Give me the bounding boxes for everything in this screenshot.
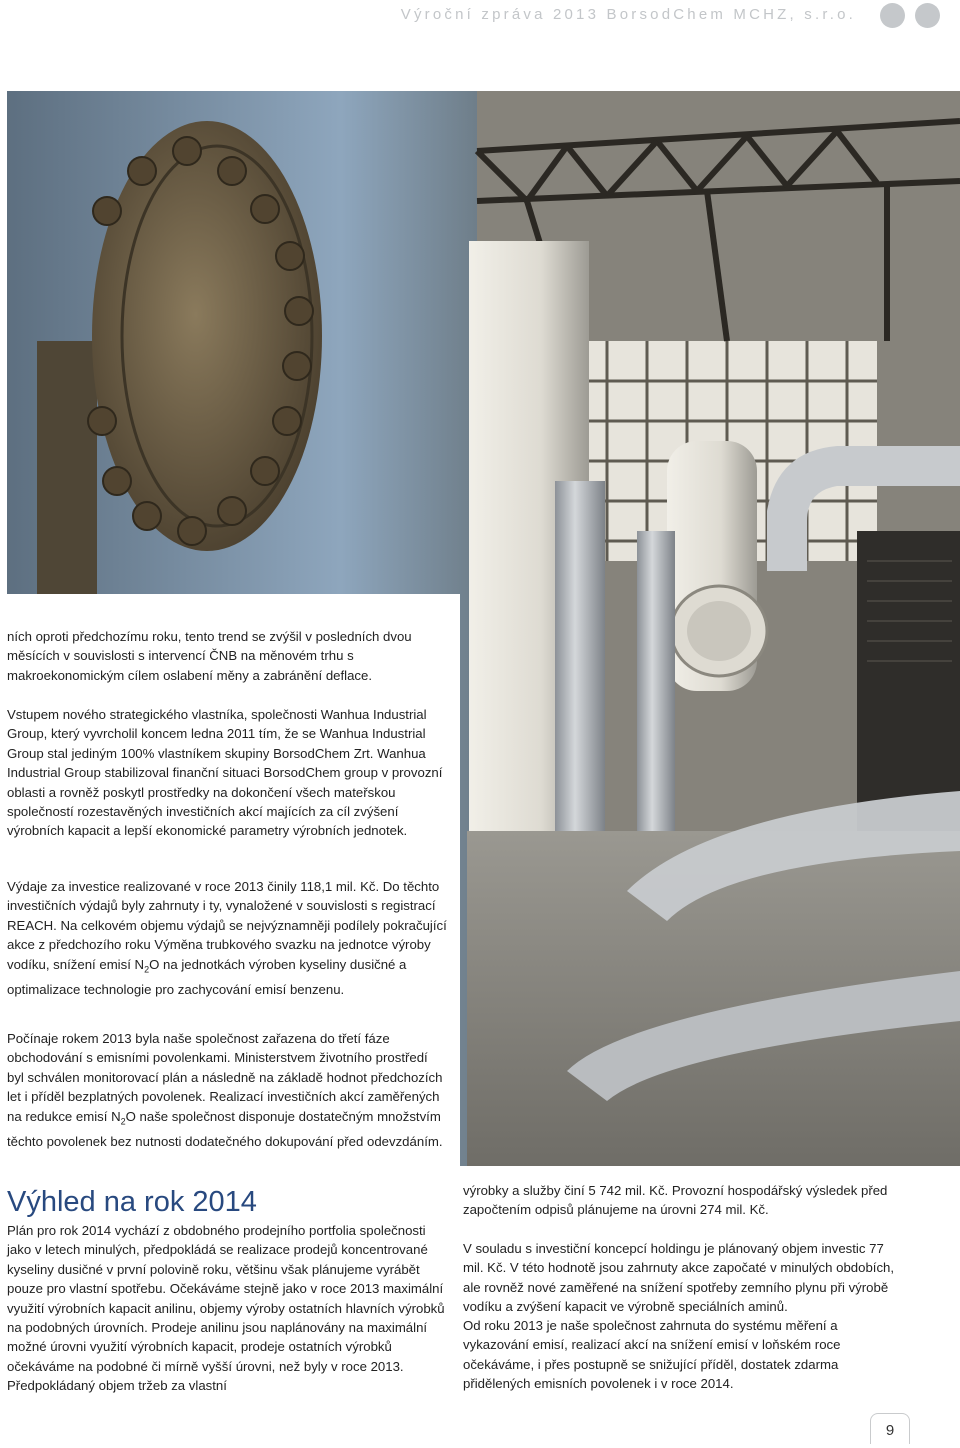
document-title: Výroční zpráva 2013 BorsodChem MCHZ, s.r.o.	[400, 6, 856, 23]
paragraph-emission-allowances: Od roku 2013 je naše společnost zahrnuta do systému měření a vykazování emisí, realizací akcí na snížení emisí v loňském roce očekáváme, i přes postupně se snižující příděl, dostatek zdarma přidělených emisních povolenek i v roce 2014.	[463, 1318, 841, 1392]
previous-page-button[interactable]	[880, 3, 905, 28]
paragraph-investment-plan: V souladu s investiční koncepcí holdingu je plánovaný objem investic 77 mil. Kč. V této hodnotě jsou zahrnuty akce započaté v minulých obdobích, ale rovněž nové zaměřené na snížení spotřeby zemního plynu při výrobě vodíku a zvýšení kapacit ve výrobně speciálních aminů.	[463, 1241, 895, 1315]
next-page-button[interactable]	[915, 3, 940, 28]
paragraph-revenue: výrobky a služby činí 5 742 mil. Kč. Provozní hospodářský výsledek před započtením odpisů plánujeme na úrovni 274 mil. Kč.	[463, 1183, 888, 1218]
page-number: 9	[870, 1413, 910, 1444]
paragraph-plan-2014: Plán pro rok 2014 vychází z obdobného prodejního portfolia společnosti jako v letech minulých, předpokládá se realizace prodejů koncentrované kyseliny dusičné v první polovině roku, většinu však plánujeme vyrábět pouze pro vlastní spotřebu. Očekáváme stejně jako v roce 2013 maximální využití výrobních kapacit anilinu, objemy výroby ostatních hlavních výrobků na podobných úrovních. Prodeje anilinu jsou naplánovány na maximální možné úrovni využití výrobních kapacit, prodeje ostatních výrobků očekáváme na podobné či mírně vyšší úrovni, než byly v roce 2013. Předpokládaný objem tržeb za vlastní	[7, 1223, 445, 1394]
paragraph-currency: ních oproti předchozímu roku, tento trend se zvýšil v posledních dvou měsících v souvislosti s intervencí ČNB na měnovém trhu s makroekonomickým cílem oslabení měny a zabránění deflace.	[7, 629, 412, 683]
paragraph-owner: Vstupem nového strategického vlastníka, společnosti Wanhua Industrial Group, který vyvrcholil koncem ledna 2011 tím, že se Wanhua Industrial Group stal jediným 100% vlastníkem skupiny BorsodChem Zrt. Wanhua Industrial Group stabilizoval finanční situaci BorsodChem group v provozní oblasti a rovněž poskytl prostředky na dokončení všech mateřskou společností rozestavěných investičních akcí majících za cíl zvýšení výrobních kapacit a lepší ekonomické parametry výrobních jednotek.	[7, 707, 443, 839]
paragraph-investments: Výdaje za investice realizované v roce 2013 činily 118,1 mil. Kč. Do těchto investičních výdajů byly zahrnuty i ty, vynaložené v souvislosti s registrací REACH. Na celkovém objemu výdajů se nejvýznamněji podílely pokračující akce z předchozího roku Výměna trubkového svazku na jednotce výroby vodíku, snížení emisí $N_2O$ na jednotkách výroben kyseliny dusičné a optimalizace technologie pro zachycování emisí benzenu.	[7, 879, 447, 997]
section-heading-outlook: Výhled na rok 2014	[7, 1186, 257, 1218]
paragraph-emissions: Počínaje rokem 2013 byla naše společnost zařazena do třetí fáze obchodování s emisními povolenkami. Ministerstvem životního prostředí byl schválen monitorovací plán a následně na základě hodnot předchozích let i příděl bezplatných povolenek. Realizací investičních akcí zaměřených na redukce emisí $N_2O$ naše společnost disponuje dostatečným množstvím těchto povolenek bez nutnosti dodatečného dokupování před odevzdáním.	[7, 1031, 443, 1149]
